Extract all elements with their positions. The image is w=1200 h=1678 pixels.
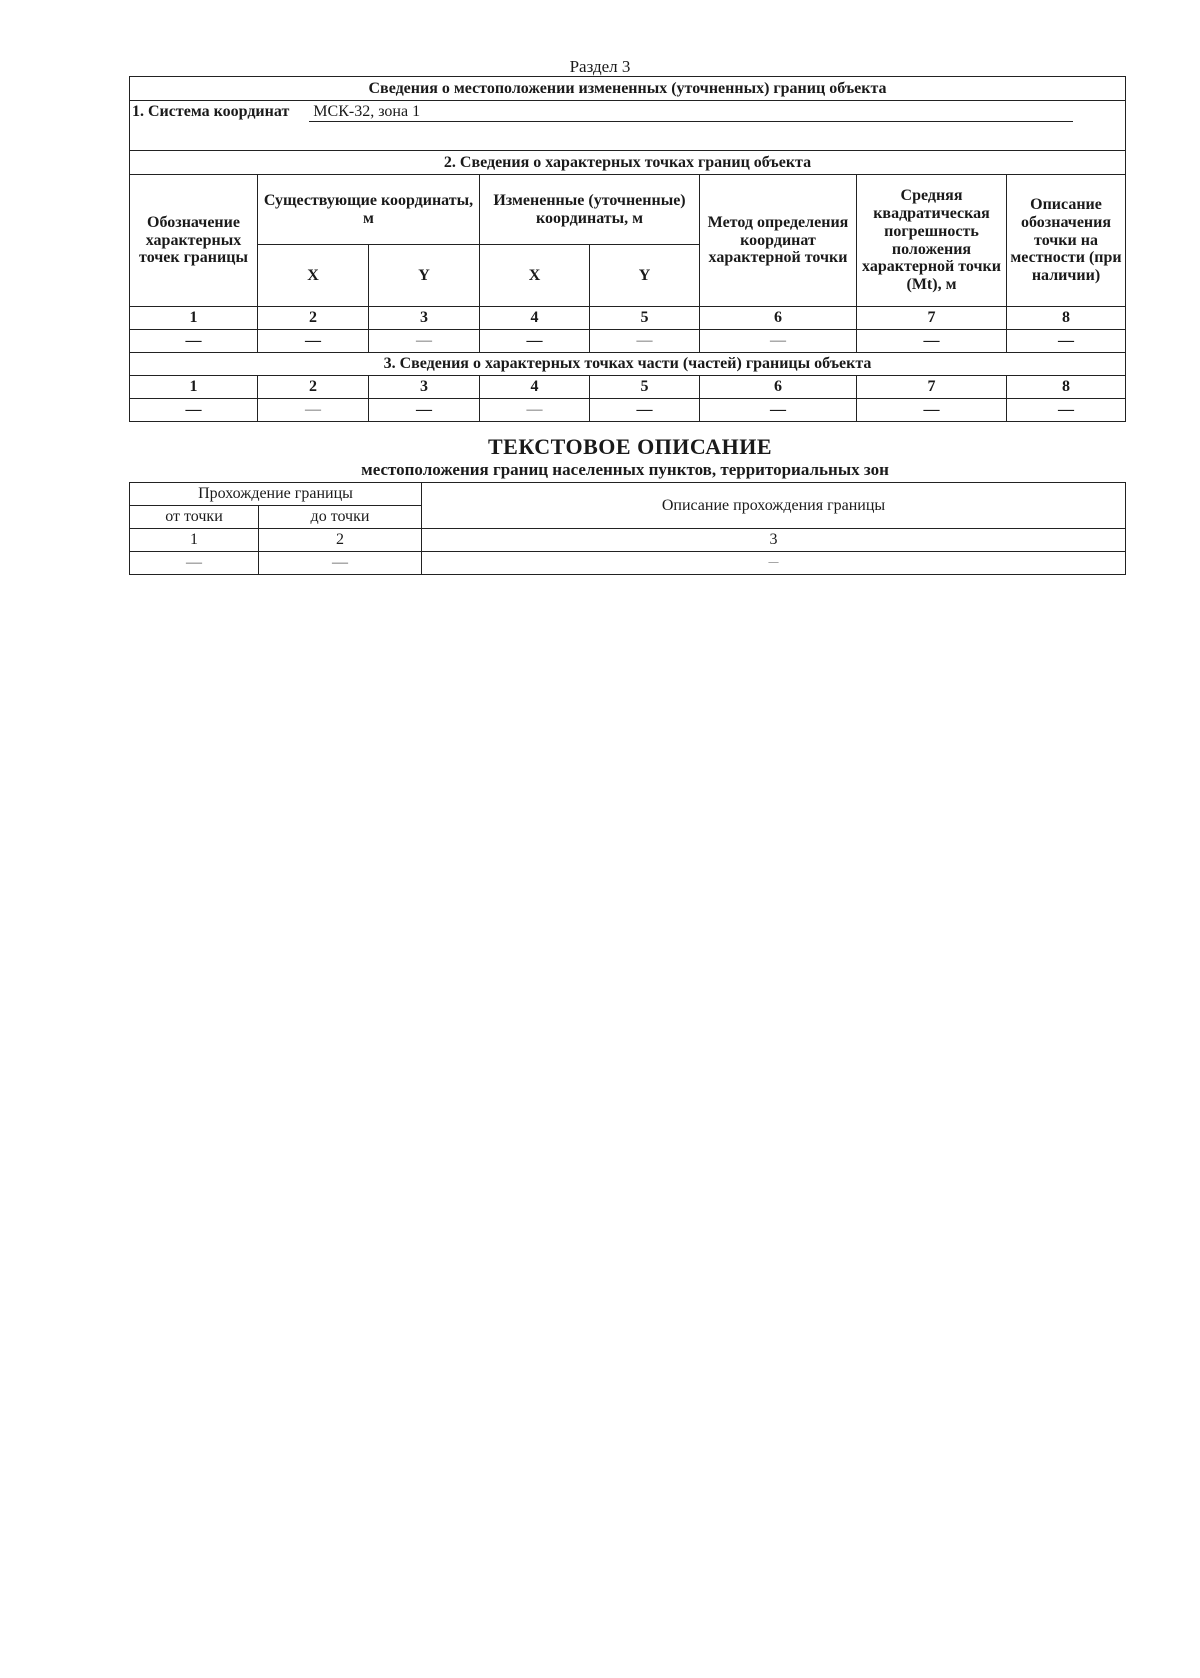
empty-cell: —: [480, 330, 590, 353]
empty-cell: —: [369, 399, 480, 422]
table-title: Сведения о местоположении измененных (уточненных) границ объекта: [130, 77, 1126, 101]
table-row: [130, 552, 1126, 575]
empty-cell: —: [1007, 399, 1126, 422]
points-section-title: 2. Сведения о характерных точках границ объекта: [130, 151, 1126, 175]
empty-cell: —: [857, 330, 1007, 353]
column-number: 4: [480, 307, 590, 330]
column-number: 1: [130, 376, 258, 399]
column-number: 1: [130, 307, 258, 330]
table-row: [130, 307, 1126, 330]
column-number: 3: [422, 529, 1126, 552]
column-number: 2: [258, 376, 369, 399]
coord-system-label: 1. Система координат: [132, 103, 290, 120]
table-row: [130, 399, 1126, 422]
empty-cell: —: [700, 330, 857, 353]
column-number: 5: [590, 307, 700, 330]
text-description-subtitle: местоположения границ населенных пунктов, территориальных зон: [361, 460, 889, 479]
empty-cell: —: [480, 399, 590, 422]
header-description: Описание обозначения точки на местности (при наличии): [1007, 175, 1126, 307]
column-number: 3: [369, 307, 480, 330]
column-number: 8: [1007, 307, 1126, 330]
empty-cell: —: [422, 552, 1126, 575]
header-method: Метод определения координат характерной точки: [700, 175, 857, 307]
empty-cell: —: [130, 330, 258, 353]
empty-cell: —: [590, 330, 700, 353]
empty-cell: —: [590, 399, 700, 422]
header-boundary-passage: Прохождение границы: [130, 483, 422, 506]
header-boundary-description: Описание прохождения границы: [422, 483, 1126, 529]
column-number: 4: [480, 376, 590, 399]
empty-cell: —: [130, 552, 259, 575]
empty-cell: —: [857, 399, 1007, 422]
empty-cell: —: [258, 399, 369, 422]
column-number: 3: [369, 376, 480, 399]
header-existing-y: Y: [369, 245, 480, 307]
empty-cell: —: [369, 330, 480, 353]
column-number: 7: [857, 307, 1007, 330]
section-label: Раздел 3: [569, 57, 631, 76]
empty-cell: —: [700, 399, 857, 422]
boundary-points-table: [129, 76, 1126, 422]
header-error: Средняя квадратическая погрешность положения характерной точки (Mt), м: [857, 175, 1007, 307]
parts-section-title: 3. Сведения о характерных точках части (частей) границы объекта: [130, 353, 1126, 376]
header-from-point: от точки: [130, 506, 259, 529]
column-number: 8: [1007, 376, 1126, 399]
header-existing-x: X: [258, 245, 369, 307]
table-row: [130, 330, 1126, 353]
column-number: 1: [130, 529, 259, 552]
header-designation: Обозначение характерных точек границы: [130, 175, 258, 307]
column-number: 2: [259, 529, 422, 552]
table-row: [130, 529, 1126, 552]
boundary-description-table: [129, 482, 1126, 575]
table-row: [130, 376, 1126, 399]
column-number: 6: [700, 376, 857, 399]
coord-system-row: [130, 101, 1126, 151]
column-number: 6: [700, 307, 857, 330]
header-changed-y: Y: [590, 245, 700, 307]
empty-cell: —: [130, 399, 258, 422]
text-description-title: ТЕКСТОВОЕ ОПИСАНИЕ: [487, 434, 772, 459]
column-number: 2: [258, 307, 369, 330]
empty-cell: —: [259, 552, 422, 575]
empty-cell: —: [258, 330, 369, 353]
header-changed-coordinates: Измененные (уточненные) координаты, м: [480, 175, 700, 245]
column-number: 5: [590, 376, 700, 399]
empty-cell: —: [1007, 330, 1126, 353]
header-to-point: до точки: [259, 506, 422, 529]
coord-system-value: МСК-32, зона 1: [309, 103, 1073, 122]
column-number: 7: [857, 376, 1007, 399]
header-existing-coordinates: Существующие координаты, м: [258, 175, 480, 245]
header-changed-x: X: [480, 245, 590, 307]
